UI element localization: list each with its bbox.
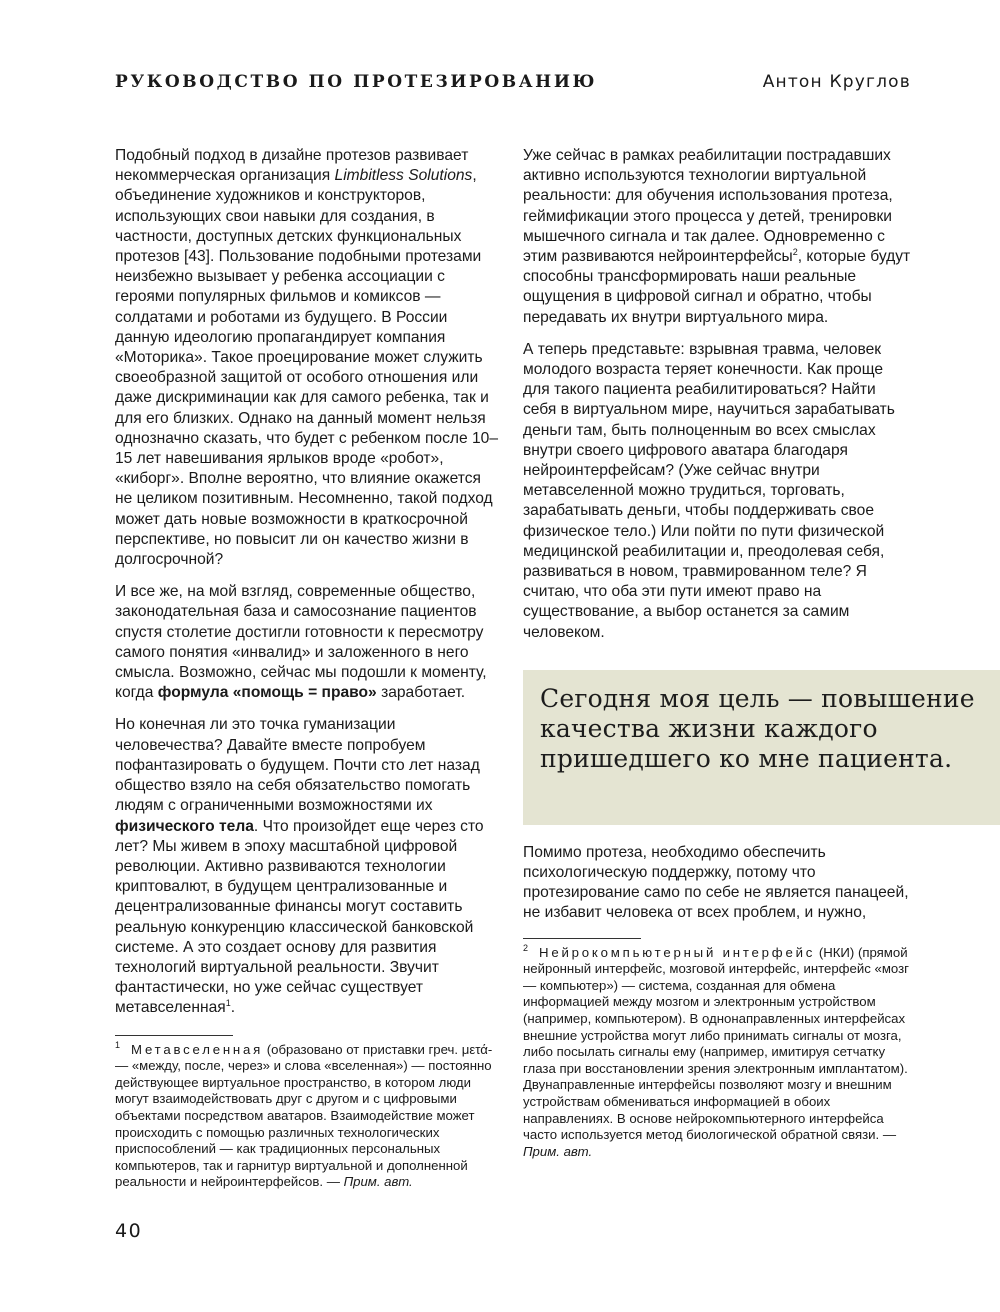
right-column: [523, 146, 911, 1160]
bold-phrase: физического тела: [115, 817, 254, 835]
author-name: Антон Круглов: [762, 72, 911, 92]
paragraph: И все же, на мой взгляд, современные общество, законодательная база и самосознание пациентов спустя столетие достигли готовности к пересмотру самого понятия «инвалид» и заложенного в него смысла. Возможно, сейчас мы подошли к моменту, когда формула «помощь = право» заработает.: [115, 583, 487, 702]
paragraph: Уже сейчас в рамках реабилитации пострадавших активно используются технологии виртуальной реальности: для обучения использования протеза, геймификации этого процесса у детей, тренировки мышечного сигнала и так далее. Одновременно с этим развиваются нейроинтерфейсы$^2$, которые будут способны трансформировать наши реальные ощущения в цифровой сигнал и обратно, чтобы передавать их внутри виртуального мира.: [523, 147, 911, 326]
left-column: [115, 146, 499, 1191]
paragraph: А теперь представьте: взрывная травма, человек молодого возраста теряет конечности. Как проще для такого пациента реабилитироваться? Найти себя в виртуальном мире, научиться зарабатывать деньги там, быть полноценным во всех смыслах внутри своего цифрового аватара благодаря нейроинтерфейсам? (Уже сейчас внутри метавселенной можно трудиться, торговать, зарабатывать деньги, чтобы поддерживать свое физическое тело.) Или пойти по пути физической медицинской реабилитации и, преодолевая себя, развиваться в новом, травмированном теле? Я считаю, что оба эти пути имеют право на существование, а выбор останется за самим человеком.: [523, 340, 895, 641]
footnote-divider: [523, 938, 641, 939]
page-number: 40: [115, 1220, 143, 1242]
paragraph: Помимо протеза, необходимо обеспечить психологическую поддержку, потому что протезирование само по себе не является панацеей, не избавит человека от всех проблем, и нужно,: [523, 843, 909, 922]
footnote-ref: 1: [225, 998, 231, 1009]
footnote-2: $^2$ Нейрокомпьютерный интерфейс (НКИ) (прямой нейронный интерфейс, мозговой интерфейс, интерфейс «мозг — компьютер») — система, созданная для обмена информацией между мозгом и электронным устройством (например, компьютером). В однонаправленных интерфейсах внешние устройства могут либо принимать сигналы от мозга, либо посылать сигналы ему (например, имитируя сетчатку глаза при восстановлении зрения электронным имплантатом). Двунаправленные интерфейсы позволяют мозгу и внешним устройствам обмениваться информацией в обоих направлениях. В основе нейрокомпьютерного интерфейса часто используется метод биологической обратной связи. — Прим. авт.: [523, 942, 909, 1159]
paragraph: Но конечная ли это точка гуманизации человечества? Давайте вместе попробуем пофантазировать о будущем. Почти сто лет назад общество взяло на себя обязательство помогать людям с ограниченными возможностями их физического тела. Что произойдет еще через сто лет? Мы живем в эпоху масштабной цифровой революции. Активно развиваются технологии криптовалют, в будущем централизованные и децентрализованные финансы могут составить реальную конкуренцию классической банковской системе. А это создает основу для развития технологий виртуальной реальности. Звучит фантастически, но уже сейчас существует метавселенная$^1$.: [115, 716, 484, 1017]
book-title: РУКОВОДСТВО ПО ПРОТЕЗИРОВАНИЮ: [115, 72, 597, 92]
footnote-ref: 2: [792, 247, 798, 258]
pull-quote-text: Сегодня моя цель — повышение качества жизни каждого пришедшего ко мне пациента.: [540, 684, 975, 773]
paragraph: Подобный подход в дизайне протезов развивает некоммерческая организация Limbitless Solutions, объединение художников и конструкторов, использующих свои навыки для создания, в частности, доступных детских функциональных протезов [43]. Пользование подобными протезами неизбежно вызывает у ребенка ассоциации с героями популярных фильмов и комиксов — солдатами и роботами из будущего. В России данную идеологию пропагандирует компания «Моторика». Такое проецирование может служить своеобразной защитой от особого отношения или даже дискриминации как для самого ребенка, так и для его близких. Однако на данный момент нельзя однозначно сказать, что будет с ребенком после 10–15 лет навешивания ярлыков вроде «робот», «киборг». Вполне вероятно, что влияние окажется не целиком позитивным. Несомненно, такой подход может дать новые возможности в краткосрочной перспективе, но повысит ли он качество жизни в долгосрочной?: [115, 147, 499, 569]
bold-phrase: формула «помощь = право»: [157, 684, 377, 702]
pull-quote: [523, 670, 1000, 825]
footnote-divider: [115, 1035, 233, 1036]
footnote-1: $^1$ Метавселенная (образовано от приставки греч. μετά- — «между, после, через» и слова «вселенная») — постоянно действующее виртуальное пространство, в котором люди могут взаимодействовать друг с другом и с цифровыми объектами посредством аватаров. Взаимодействие может происходить с помощью различных технологических приспособлений — как традиционных персональных компьютеров, так и гарнитур виртуальной и дополненной реальности и нейроинтерфейсов. — Прим. авт.: [115, 1039, 493, 1190]
